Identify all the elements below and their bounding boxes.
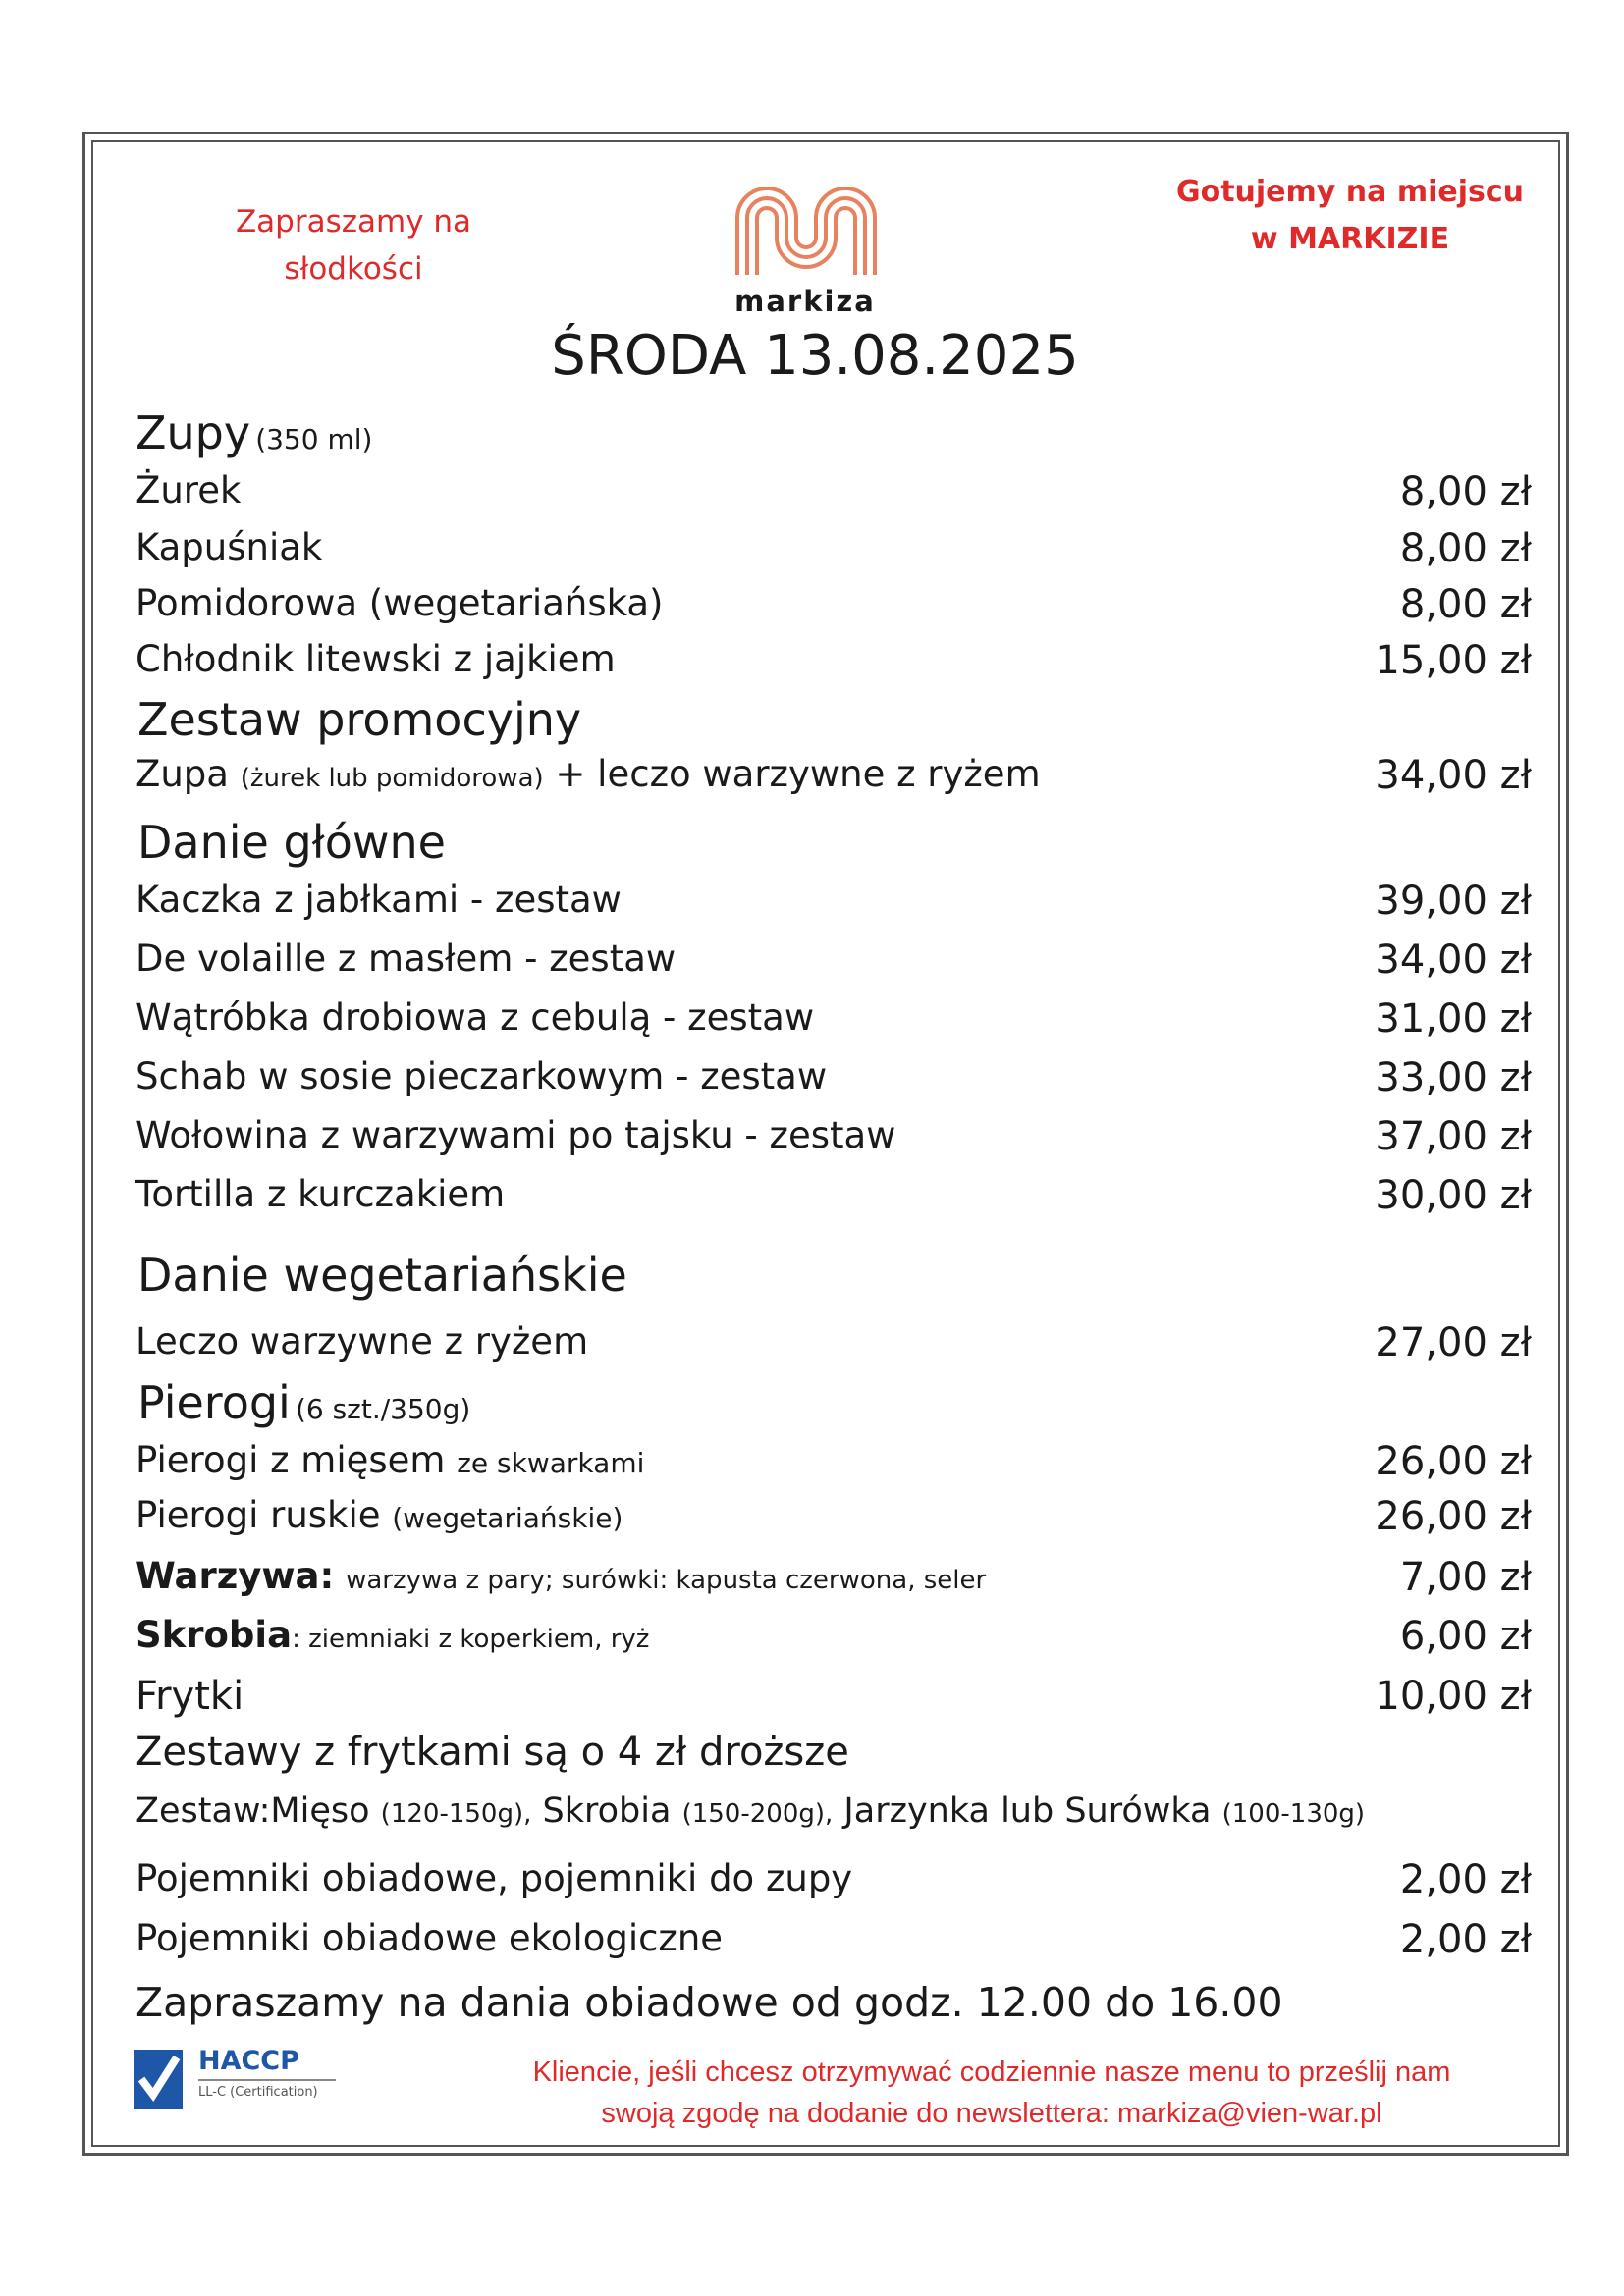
check-icon xyxy=(134,2050,183,2109)
item-price: 37,00 zł xyxy=(1375,1114,1532,1159)
menu-item-schab xyxy=(135,1055,1532,1112)
warzywa-name: Warzywa: xyxy=(135,1555,335,1597)
item-price: 10,00 zł xyxy=(1375,1674,1532,1719)
haccp-divider xyxy=(198,2079,336,2081)
item-price: 6,00 zł xyxy=(1399,1614,1532,1659)
menu-item-warzywa xyxy=(135,1555,1532,1612)
menu-item-pierogi-mieso xyxy=(135,1439,1532,1496)
promo-name-b: + leczo warzywne z ryżem xyxy=(555,753,1041,795)
pierogi-ruskie-note: (wegetariańskie) xyxy=(392,1502,623,1534)
cooking-note-line-1: Gotujemy na miejscu xyxy=(1175,175,1525,209)
menu-item-pomidorowa xyxy=(135,582,1532,639)
item-name xyxy=(135,1555,986,1597)
item-name: Żurek xyxy=(135,469,242,511)
item-price: 26,00 zł xyxy=(1375,1494,1532,1539)
skrobia-name: Skrobia xyxy=(135,1614,293,1656)
item-price: 34,00 zł xyxy=(1375,937,1532,983)
menu-item-kaczka xyxy=(135,879,1532,935)
item-name: Pojemniki obiadowe ekologiczne xyxy=(135,1917,724,1959)
menu-item-devolaille xyxy=(135,937,1532,994)
item-name: Kaczka z jabłkami - zestaw xyxy=(135,879,622,921)
menu-item-kapusniak xyxy=(135,526,1532,583)
zestaw-part-3: Jarzynka lub Surówka xyxy=(843,1791,1212,1831)
item-name: Pomidorowa (wegetariańska) xyxy=(135,582,664,624)
item-name: Wołowina z warzywami po tajsku - zestaw xyxy=(135,1114,896,1156)
item-name: Frytki xyxy=(135,1674,244,1719)
menu-item-chlodnik xyxy=(135,638,1532,695)
promo-name-a: Zupa xyxy=(135,753,229,795)
section-promo-title: Zestaw promocyjny xyxy=(137,693,582,746)
markiza-logo xyxy=(731,179,881,277)
menu-item-zurek xyxy=(135,469,1532,526)
menu-item-pojemniki xyxy=(135,1857,1532,1914)
zestaw-part-2: Skrobia xyxy=(542,1791,672,1831)
menu-item-pierogi-ruskie xyxy=(135,1494,1532,1551)
section-pierogi-title: Pierogi xyxy=(137,1376,291,1429)
menu-item-pojemniki-eko xyxy=(135,1917,1532,1974)
menu-item-tortilla xyxy=(135,1173,1532,1230)
warzywa-note: warzywa z pary; surówki: kapusta czerwona, seler xyxy=(346,1566,987,1595)
item-name xyxy=(135,1614,649,1656)
zestaw-part-1: Zestaw:Mięso xyxy=(135,1791,370,1831)
menu-item-frytki xyxy=(135,1674,1532,1731)
haccp-badge xyxy=(134,2046,340,2114)
zestaw-note-1: (120-150g), xyxy=(380,1799,532,1829)
section-veg-title: Danie wegetariańskie xyxy=(137,1249,627,1302)
pierogi-mieso-note: ze skwarkami xyxy=(457,1447,645,1479)
sweets-invite-note xyxy=(196,198,511,293)
haccp-subtitle: LL-C (Certification) xyxy=(198,2085,318,2100)
item-price: 15,00 zł xyxy=(1375,638,1532,683)
section-pierogi-note: (6 szt./350g) xyxy=(295,1393,471,1425)
pierogi-mieso-name: Pierogi z mięsem xyxy=(135,1439,446,1481)
item-price: 2,00 zł xyxy=(1399,1857,1532,1902)
item-name: Tortilla z kurczakiem xyxy=(135,1173,506,1215)
item-name: Schab w sosie pieczarkowym - zestaw xyxy=(135,1055,828,1097)
newsletter-line-1: Kliencie, jeśli chcesz otrzymywać codziennie nasze menu to prześlij nam xyxy=(532,2056,1451,2088)
cooking-note-line-2: w MARKIZIE xyxy=(1250,222,1450,256)
item-price: 26,00 zł xyxy=(1375,1439,1532,1484)
item-name: De volaille z masłem - zestaw xyxy=(135,937,677,980)
newsletter-line-2: swoją zgodę na dodanie do newslettera: markiza@vien-war.pl xyxy=(601,2098,1382,2129)
section-main-title: Danie główne xyxy=(137,816,446,869)
item-price: 27,00 zł xyxy=(1375,1320,1532,1365)
menu-date: ŚRODA 13.08.2025 xyxy=(551,324,1079,388)
section-pierogi-heading xyxy=(137,1376,470,1429)
sweets-invite-line-1: Zapraszamy na xyxy=(235,204,472,240)
item-name: Leczo warzywne z ryżem xyxy=(135,1320,589,1362)
frytki-surcharge-note: Zestawy z frytkami są o 4 zł droższe xyxy=(135,1730,849,1775)
item-name: Wątróbka drobiowa z cebulą - zestaw xyxy=(135,996,815,1039)
sweets-invite-line-2: słodkości xyxy=(284,251,423,287)
item-name xyxy=(135,1494,623,1536)
menu-item-skrobia xyxy=(135,1614,1532,1671)
pierogi-ruskie-name: Pierogi ruskie xyxy=(135,1494,381,1536)
haccp-title: HACCP xyxy=(198,2046,299,2076)
item-price: 8,00 zł xyxy=(1399,582,1532,627)
zestaw-note-2: (150-200g), xyxy=(681,1799,834,1829)
zestaw-composition xyxy=(135,1791,1365,1831)
newsletter-note xyxy=(452,2052,1532,2134)
item-name xyxy=(135,753,1041,795)
item-name: Pojemniki obiadowe, pojemniki do zupy xyxy=(135,1857,853,1899)
item-price: 8,00 zł xyxy=(1399,526,1532,571)
section-soups-heading xyxy=(135,406,372,459)
opening-hours: Zapraszamy na dania obiadowe od godz. 12.00 do 16.00 xyxy=(135,1979,1283,2026)
item-price: 2,00 zł xyxy=(1399,1917,1532,1962)
item-price: 34,00 zł xyxy=(1375,753,1532,798)
item-name: Kapuśniak xyxy=(135,526,323,568)
menu-item-watrobka xyxy=(135,996,1532,1053)
section-soups-note: (350 ml) xyxy=(255,423,373,455)
menu-item-promo xyxy=(135,753,1532,810)
promo-note: (żurek lub pomidorowa) xyxy=(240,764,544,793)
section-soups-title: Zupy xyxy=(135,406,251,459)
brand-name: markiza xyxy=(734,285,876,318)
skrobia-note: : ziemniaki z koperkiem, ryż xyxy=(292,1625,650,1654)
item-price: 33,00 zł xyxy=(1375,1055,1532,1100)
item-price: 7,00 zł xyxy=(1399,1555,1532,1600)
item-price: 8,00 zł xyxy=(1399,469,1532,514)
menu-item-leczo xyxy=(135,1320,1532,1377)
item-price: 31,00 zł xyxy=(1375,996,1532,1041)
menu-item-wolowina xyxy=(135,1114,1532,1171)
item-price: 39,00 zł xyxy=(1375,879,1532,924)
item-price: 30,00 zł xyxy=(1375,1173,1532,1218)
cooking-note xyxy=(1159,169,1542,263)
item-name: Chłodnik litewski z jajkiem xyxy=(135,638,616,680)
zestaw-note-3: (100-130g) xyxy=(1221,1799,1366,1829)
item-name xyxy=(135,1439,644,1481)
